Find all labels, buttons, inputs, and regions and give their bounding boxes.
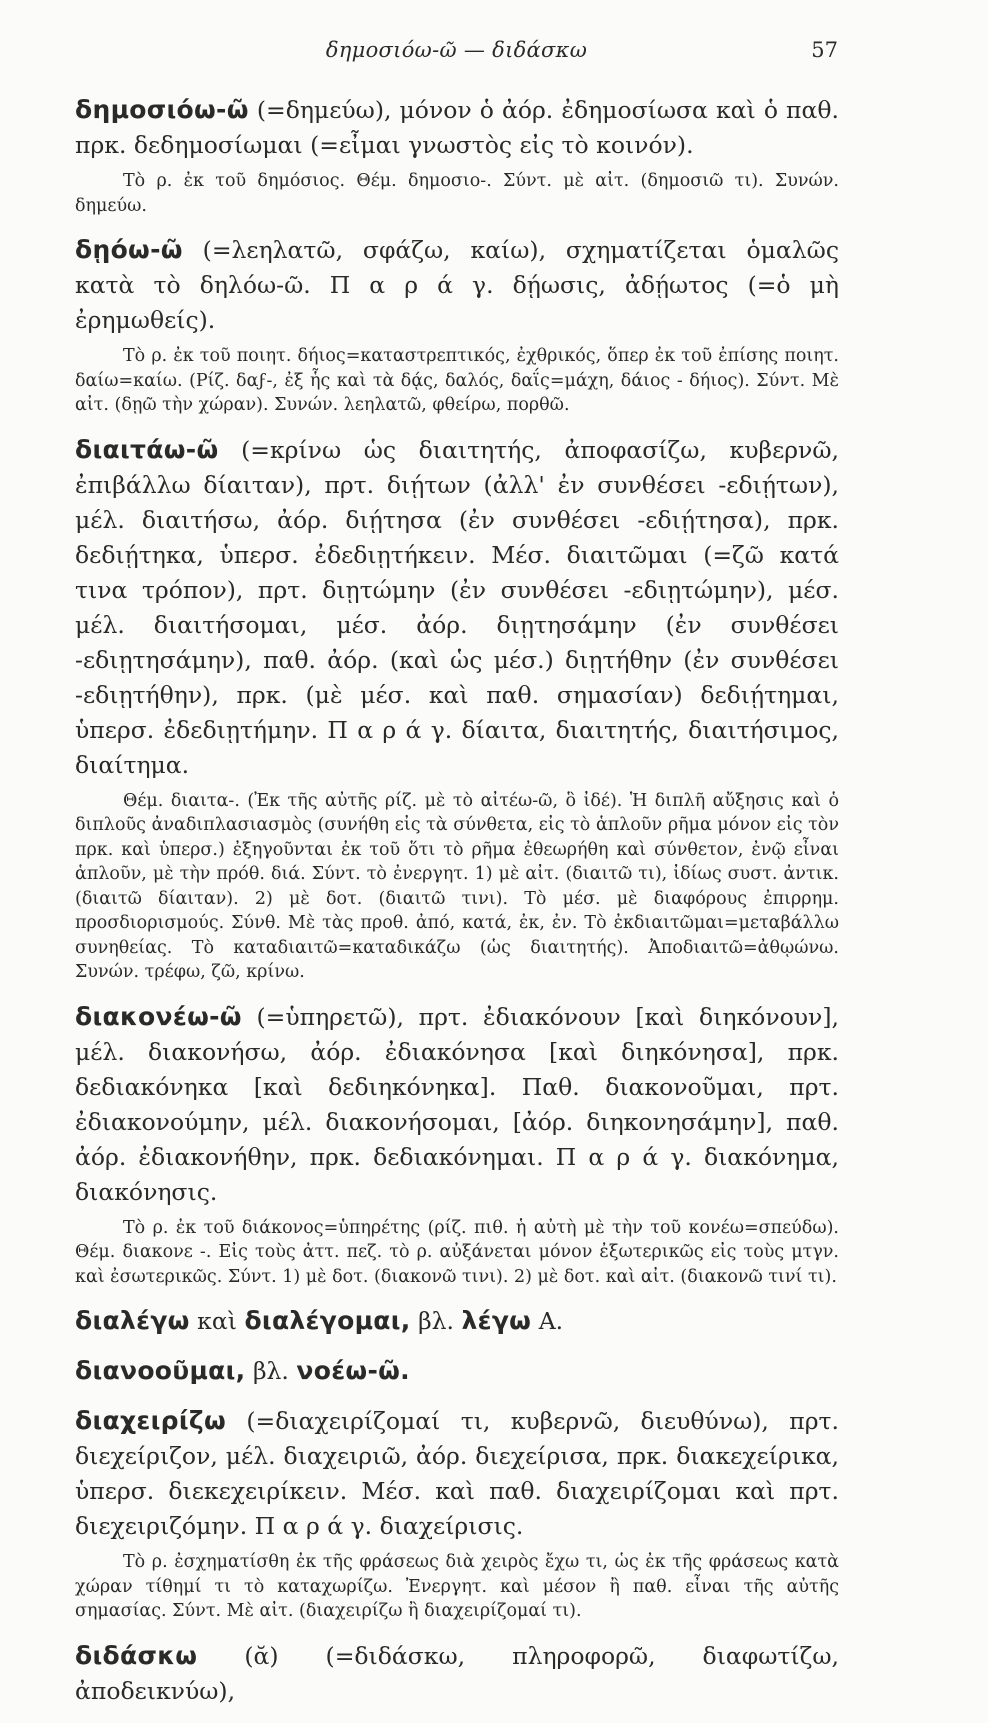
conjunction: καὶ [197,1307,237,1335]
see-also-label: βλ. [418,1307,455,1335]
etymology-note: Θέμ. διαιτα-. (Ἐκ τῆς αὐτῆς ρίζ. μὲ τὸ αἰτέω-ῶ, ὃ ἰδέ). Ἡ διπλῆ αὔξησις καὶ ὁ διπλοῦς ἀναδιπλασιασμὸς (συνήθη εἰς τὰ σύνθετα, εἰς τὸ ἁπλοῦν ρῆμα μόνον εἰς τὸν πρκ. καὶ ὑπερσ.) ἐξηγοῦνται ἐκ τοῦ ὅτι τὸ ρῆμα ἐθεωρήθη καὶ σύνθετον, ἐνῷ εἶναι ἁπλοῦν, μὲ τὴν πρόθ. διά. Σύντ. τὸ ἐνεργητ. 1) μὲ αἰτ. (διαιτῶ τι), ἰδίως συστ. ἀντικ. (διαιτῶ δίαιταν). 2) μὲ δοτ. (διαιτῶ τινι). Τὸ μέσ. μὲ διαφόρους ἐπιρρημ. προσδιορισμούς. Σύνθ. Μὲ τὰς προθ. ἀπό, κατά, ἐκ, ἐν. Τὸ ἐκδιαιτῶμαι=μεταβάλλω συνηθείας. Τὸ καταδιαιτῶ=καταδικάζω (ὡς διαιτητής). Ἀποδιαιτῶ=ἀθῳώνω. Συνών. τρέφω, ζῶ, κρίνω. [75,790,839,982]
entry-diacheirizo [75,1403,839,1624]
cross-reference-suffix: Α. [538,1307,564,1335]
definition: (ᾰ) (=διδάσκω, πληροφορῶ, διαφωτίζω, ἀποδεικνύω), [75,1641,839,1705]
running-title: δημοσιόω-ῶ — διδάσκω [325,38,588,62]
etymology-note: Τὸ ρ. ἐσχηματίσθη ἐκ τῆς φράσεως διὰ χειρὸς ἔχω τι, ὡς ἐκ τῆς φράσεως κατὰ χώραν τίθημί τι τὸ καταχωρίζω. Ἐνεργητ. καὶ μέσον ἢ παθ. εἶναι τῆς αὐτῆς σημασίας. Σύντ. Μὲ αἰτ. (διαχειρίζω ἢ διαχειρίζομαί τι). [75,1552,839,1621]
definition: (=κρίνω ὡς διαιτητής, ἀποφασίζω, κυβερνῶ, ἐπιβάλλω δίαιταν), πρτ. διῄτων (ἀλλ' ἐν συνθέσει -εδιῄτων), μέλ. διαιτήσω, ἀόρ. διῄτησα (ἐν συνθέσει -εδιῄτησα), πρκ. δεδιῄτηκα, ὑπερσ. ἐδεδιῃτήκειν. Μέσ. διαιτῶμαι (=ζῶ κατά τινα τρόπον), πρτ. διῃτώμην (ἐν συνθέσει -εδιῃτώμην), μέσ. μέλ. διαιτήσομαι, μέσ. ἀόρ. διῃτησάμην (ἐν συνθέσει -εδιῃτησάμην), παθ. ἀόρ. (καὶ ὡς μέσ.) διῃτήθην (ἐν συνθέσει -εδιῃτήθην), πρκ. (μὲ μέσ. καὶ παθ. σημασίαν) δεδιῄτημαι, ὑπερσ. ἐδεδιῃτήμην. Π α ρ ά γ. δίαιτα, διαιτητής, διαιτήσιμος, διαίτημα. [75,435,839,779]
etymology-note: Τὸ ρ. ἐκ τοῦ δημόσιος. Θέμ. δημοσιο-. Σύντ. μὲ αἰτ. (δημοσιῶ τι). Συνών. δημεύω. [75,171,839,216]
lemma-variant: διαλέγομαι, [244,1306,411,1335]
lemma: διακονέω-ῶ [75,1001,242,1031]
definition: (=δημεύω), μόνον ὁ ἀόρ. ἐδημοσίωσα καὶ ὁ παθ. πρκ. δεδημοσίωμαι (=εἶμαι γνωστὸς εἰς τὸ κοινόν). [75,96,839,159]
lemma: διδάσκω [75,1640,198,1670]
entry-diaitao [75,432,839,985]
running-header [75,38,838,70]
cross-reference: λέγω [461,1306,532,1335]
entry-dialego [75,1303,839,1339]
lemma: δῃόω-ῶ [75,235,183,264]
lemma: διαιτάω-ῶ [75,434,219,464]
see-also-label: βλ. [252,1357,289,1385]
cross-reference: νοέω-ῶ. [296,1356,410,1385]
lemma: διαλέγω [75,1306,190,1335]
definition: (=διαχειρίζομαί τι, κυβερνῶ, διευθύνω), πρτ. διεχείριζον, μέλ. διαχειριῶ, ἀόρ. διεχείρισα, πρκ. διακεχείρικα, ὑπερσ. διεκεχειρίκειν. Μέσ. καὶ παθ. διαχειρίζομαι καὶ πρτ. διεχειριζόμην. Π α ρ ά γ. διαχείρισις. [75,1407,839,1540]
entry-dimosioo [75,92,839,218]
page-number: 57 [811,38,838,62]
etymology-note: Τὸ ρ. ἐκ τοῦ διάκονος=ὑπηρέτης (ρίζ. πιθ. ἡ αὐτὴ μὲ τὴν τοῦ κονέω=σπεύδω). Θέμ. διακονε -. Εἰς τοὺς ἀττ. πεζ. τὸ ρ. αὐξάνεται μόνον ἐξωτερικῶς εἰς τοὺς μτγν. καὶ ἐσωτερικῶς. Σύντ. 1) μὲ δοτ. (διακονῶ τινι). 2) μὲ δοτ. καὶ αἰτ. (διακονῶ τινί τι). [75,1217,839,1287]
lemma: διαχειρίζω [75,1406,227,1435]
entry-dioo [75,232,839,418]
entry-dianooumai [75,1353,839,1389]
entry-didasko [75,1638,839,1709]
etymology-note: Τὸ ρ. ἐκ τοῦ ποιητ. δήιος=καταστρεπτικός, ἐχθρικός, ὅπερ ἐκ τοῦ ἐπίσης ποιητ. δαίω=καίω. (Ρίζ. δαϝ-, ἐξ ἧς καὶ τὰ δᾴς, δαλός, δαΐς=μάχη, δάιος - δήιος). Σύντ. Μὲ αἰτ. (δῃῶ τὴν χώραν). Συνών. λεηλατῶ, φθείρω, πορθῶ. [75,346,839,415]
entries-column [75,92,839,1723]
entry-diakoneo [75,999,839,1290]
lemma: δημοσιόω-ῶ [75,95,249,124]
lemma: διανοοῦμαι, [75,1356,246,1385]
definition: (=ὑπηρετῶ), πρτ. ἐδιακόνουν [καὶ διηκόνουν], μέλ. διακονήσω, ἀόρ. ἐδιακόνησα [καὶ διηκόνησα], πρκ. δεδιακόνηκα [καὶ δεδιηκόνηκα]. Παθ. διακονοῦμαι, πρτ. ἐδιακονούμην, μέλ. διακονήσομαι, [ἀόρ. διηκονησάμην], παθ. ἀόρ. ἐδιακονήθην, πρκ. δεδιακόνημαι. Π α ρ ά γ. διακόνημα, διακόνησις. [75,1002,839,1206]
definition: (=λεηλατῶ, σφάζω, καίω), σχηματίζεται ὁμαλῶς κατὰ τὸ δηλόω-ῶ. Π α ρ ά γ. δῄωσις, ἀδῄωτος (=ὁ μὴ ἐρημωθείς). [75,236,839,334]
